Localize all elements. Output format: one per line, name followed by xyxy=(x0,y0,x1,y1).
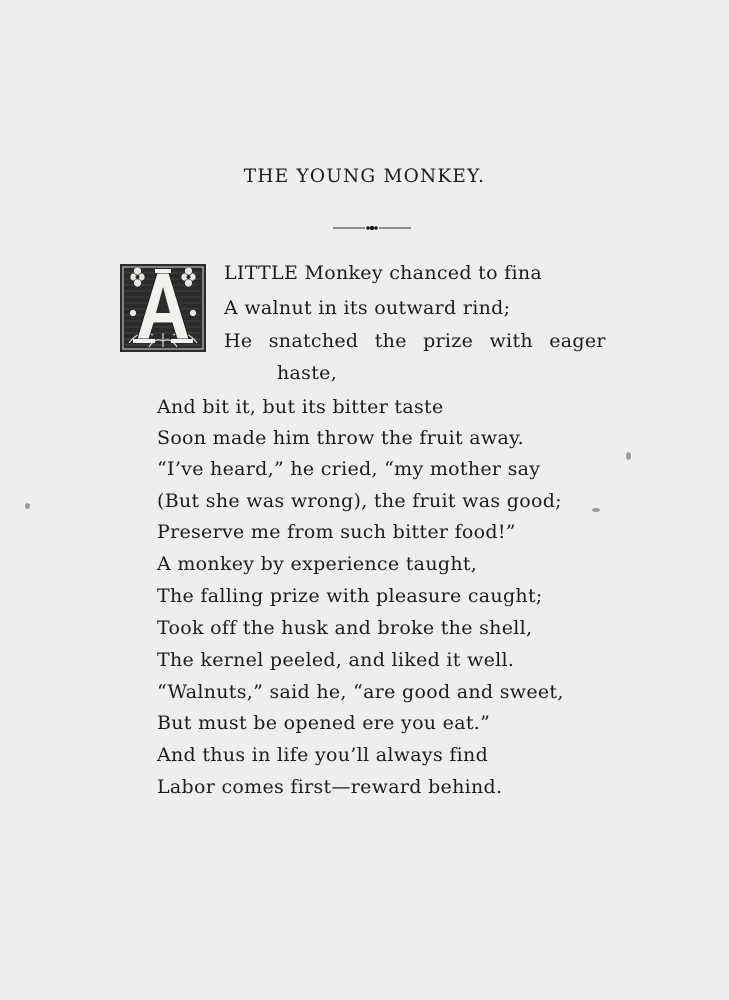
paper-speck xyxy=(626,452,631,460)
poem-line: haste, xyxy=(277,362,338,384)
poem-line: He snatched the prize with eager xyxy=(224,330,606,352)
poem-line: And bit it, but its bitter taste xyxy=(157,396,444,418)
poem-line: Soon made him throw the fruit away. xyxy=(157,427,524,449)
poem-line: Labor comes first—reward behind. xyxy=(157,776,503,798)
poem-line: Took off the husk and broke the shell, xyxy=(157,617,533,639)
poem-line: The falling prize with pleasure caught; xyxy=(157,585,543,607)
poem-line: A monkey by experience taught, xyxy=(157,553,478,575)
page-title: THE YOUNG MONKEY. xyxy=(243,166,486,187)
paper-speck xyxy=(592,508,600,512)
poem-line: “Walnuts,” said he, “are good and sweet, xyxy=(157,681,564,703)
poem-line: But must be opened ere you eat.” xyxy=(157,712,491,734)
poem-line: Preserve me from such bitter food!” xyxy=(157,521,516,543)
poem-line: (But she was wrong), the fruit was good; xyxy=(157,490,562,512)
paper-speck xyxy=(25,503,30,509)
decorated-initial-icon xyxy=(119,263,207,353)
poem-line: A walnut in its outward rind; xyxy=(224,297,511,319)
poem-line: LITTLE Monkey chanced to fina xyxy=(224,262,543,284)
ornament-divider-icon xyxy=(331,220,413,236)
poem-line: “I’ve heard,” he cried, “my mother say xyxy=(157,458,541,480)
poem-line: And thus in life you’ll always find xyxy=(157,744,489,766)
poem-line: The kernel peeled, and liked it well. xyxy=(157,649,515,671)
